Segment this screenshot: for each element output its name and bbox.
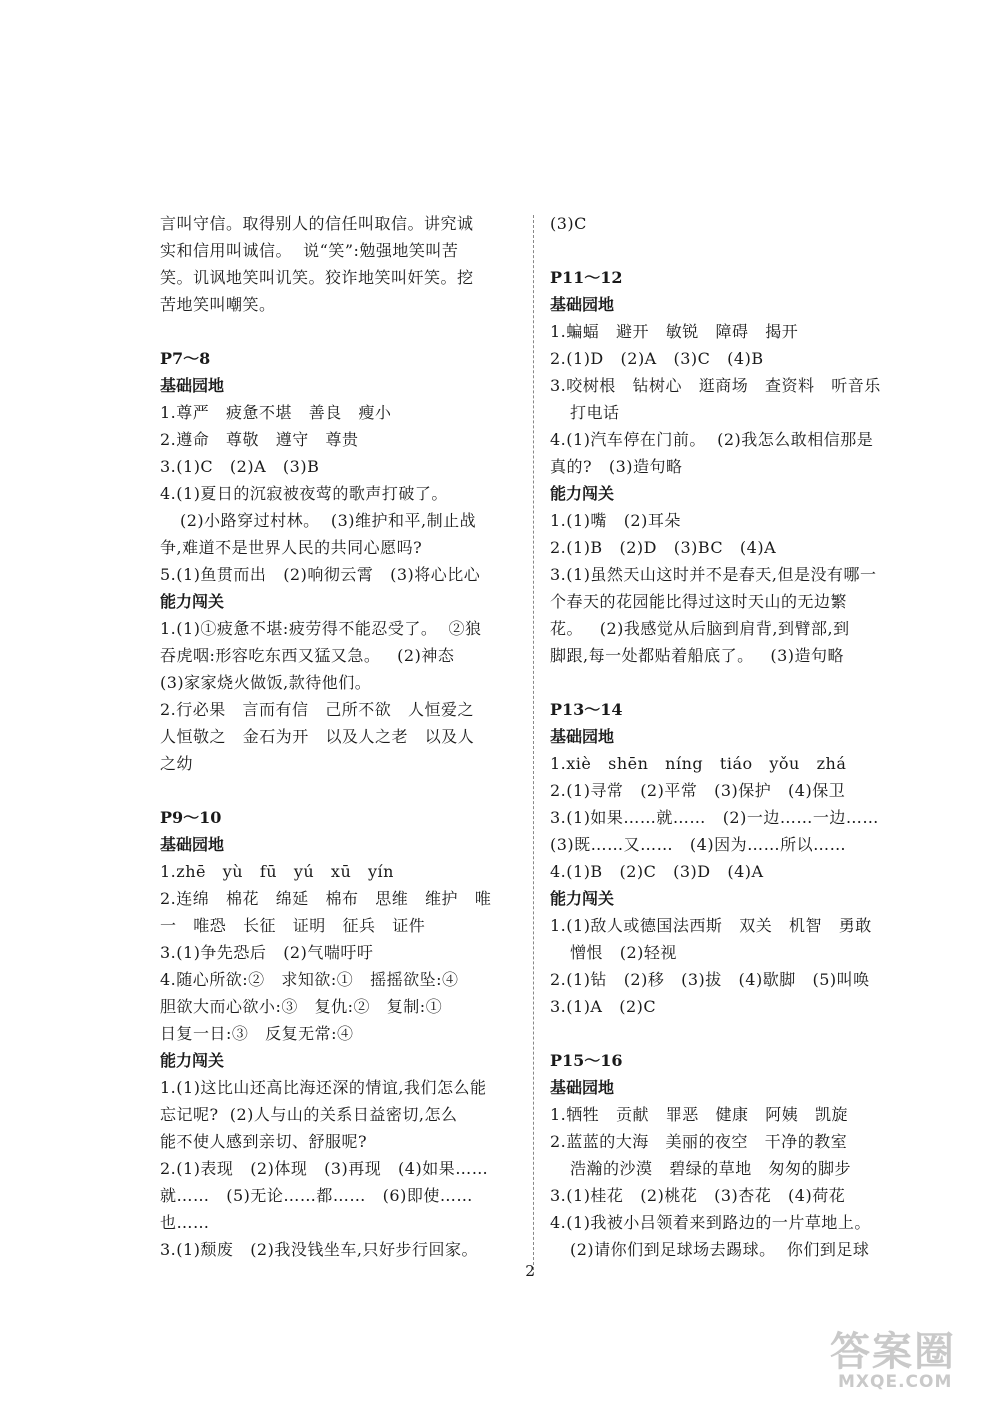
answer-line: 就…… (5)无论……都…… (6)即使……: [160, 1186, 473, 1205]
answer-line: 憎恨 (2)轻视: [570, 943, 677, 962]
answer-line: 4.(1)夏日的沉寂被夜莺的歌声打破了。: [160, 484, 448, 503]
answer-line: 3.(1)虽然天山这时并不是春天,但是没有哪一: [550, 565, 877, 584]
answer-line: 实和信用叫诚信。 说“笑”:勉强地笑叫苦: [160, 241, 459, 260]
answer-line: 2.遵命 尊敬 遵守 尊贵: [160, 430, 359, 449]
answer-line: 笑。讥讽地笑叫讥笑。狡诈地笑叫奸笑。挖: [160, 268, 474, 287]
watermark-logo: [830, 1320, 980, 1400]
page-number: 2: [525, 1262, 535, 1280]
answer-line: 5.(1)鱼贯而出 (2)响彻云霄 (3)将心比心: [160, 565, 481, 584]
answer-line: 浩瀚的沙漠 碧绿的草地 匆匆的脚步: [570, 1159, 852, 1178]
answer-line: 之幼: [160, 754, 194, 773]
section-heading: P13～14: [550, 700, 623, 719]
answer-line: 3.(1)桂花 (2)桃花 (3)杏花 (4)荷花: [550, 1186, 846, 1205]
answer-line: 胆欲大而心欲小:③ 复仇:② 复制:①: [160, 997, 443, 1016]
answer-line: 能不使人感到亲切、舒服呢?: [160, 1132, 368, 1151]
answer-line: 3.咬树根 钻树心 逛商场 查资料 听音乐: [550, 376, 881, 395]
subsection-heading: 基础园地: [160, 835, 225, 854]
answer-line: 3.(1)争先恐后 (2)气喘吁吁: [160, 943, 374, 962]
section-heading: P15～16: [550, 1051, 623, 1070]
subsection-heading: 能力闯关: [550, 889, 615, 908]
section-heading: P9～10: [160, 808, 222, 827]
answer-line: 1.牺牲 贡献 罪恶 健康 阿姨 凯旋: [550, 1105, 849, 1124]
answer-line: 1.zhē yù fū yú xū yín: [160, 862, 394, 881]
answer-line: 真的? (3)造句略: [550, 457, 683, 476]
answer-line: 1.xiè shēn níng tiáo yǒu zhá: [550, 754, 847, 773]
answer-line: 2.(1)寻常 (2)平常 (3)保护 (4)保卫: [550, 781, 846, 800]
answer-line: 4.(1)B (2)C (3)D (4)A: [550, 862, 764, 881]
subsection-heading: 基础园地: [160, 376, 225, 395]
answer-line: 言叫守信。取得别人的信任叫取信。讲究诚: [160, 214, 474, 233]
answer-line: 个春天的花园能比得过这时天山的无边繁: [550, 592, 848, 611]
subsection-heading: 能力闯关: [550, 484, 615, 503]
column-divider: [533, 215, 534, 1275]
answer-line: 1.(1)①疲惫不堪:疲劳得不能忍受了。 ②狼: [160, 619, 482, 638]
watermark-url: MXQE.COM: [838, 1372, 953, 1392]
answer-line: 也……: [160, 1213, 210, 1232]
spacer: [160, 318, 520, 345]
answer-line: (3)既……又…… (4)因为……所以……: [550, 835, 847, 854]
section-heading: P11～12: [550, 268, 623, 287]
spacer: [550, 669, 910, 696]
answer-line: (2)小路穿过村林。 (3)维护和平,制止战: [180, 511, 477, 530]
answer-line: 4.随心所欲:② 求知欲:① 摇摇欲坠:④: [160, 970, 459, 989]
answer-line: 3.(1)C (2)A (3)B: [160, 457, 320, 476]
answer-line: 日复一日:③ 反复无常:④: [160, 1024, 354, 1043]
answer-line: 人恒敬之 金石为开 以及人之老 以及人: [160, 727, 475, 746]
answer-line: 争,难道不是世界人民的共同心愿吗?: [160, 538, 423, 557]
answer-line: 打电话: [570, 403, 620, 422]
spacer: [160, 777, 520, 804]
answer-line: 花。 (2)我感觉从后脑到肩背,到臂部,到: [550, 619, 850, 638]
watermark-logo-text: 答案圈: [830, 1329, 956, 1375]
answer-line: 1.蝙蝠 避开 敏锐 障碍 揭开: [550, 322, 799, 341]
answer-line: 3.(1)A (2)C: [550, 997, 657, 1016]
answer-line: 忘记呢? (2)人与山的关系日益密切,怎么: [160, 1105, 458, 1124]
answer-line: 脚跟,每一处都贴着船底了。 (3)造句略: [550, 646, 845, 665]
subsection-heading: 基础园地: [550, 1078, 615, 1097]
answer-line: 1.(1)嘴 (2)耳朵: [550, 511, 681, 530]
spacer: [550, 1020, 910, 1047]
subsection-heading: 能力闯关: [160, 1051, 225, 1070]
answer-line: 2.行必果 言而有信 己所不欲 人恒爱之: [160, 700, 475, 719]
answer-line: (3)C: [550, 214, 587, 233]
answer-line: 2.连绵 棉花 绵延 棉布 思维 维护 唯: [160, 889, 492, 908]
answer-line: 2.(1)钻 (2)移 (3)拔 (4)歇脚 (5)叫唤: [550, 970, 870, 989]
answer-line: 4.(1)我被小吕领着来到路边的一片草地上。: [550, 1213, 871, 1232]
answer-line: 3.(1)颓废 (2)我没钱坐车,只好步行回家。: [160, 1240, 478, 1259]
answer-line: 1.(1)敌人或德国法西斯 双关 机智 勇敢: [550, 916, 872, 935]
subsection-heading: 基础园地: [550, 727, 615, 746]
answer-line: 3.(1)如果……就…… (2)一边……一边……: [550, 808, 879, 827]
answer-line: (2)请你们到足球场去踢球。 你们到足球: [570, 1240, 870, 1259]
answer-line: 2.(1)B (2)D (3)BC (4)A: [550, 538, 777, 557]
answer-line: 2.蓝蓝的大海 美丽的夜空 干净的教室: [550, 1132, 848, 1151]
answer-line: 1.尊严 疲惫不堪 善良 瘦小: [160, 403, 392, 422]
answer-line: 1.(1)这比山还高比海还深的情谊,我们怎么能: [160, 1078, 487, 1097]
answer-line: 苦地笑叫嘲笑。: [160, 295, 276, 314]
section-heading: P7～8: [160, 349, 211, 368]
answer-line: 一 唯恐 长征 证明 征兵 证件: [160, 916, 426, 935]
answer-line: 4.(1)汽车停在门前。 (2)我怎么敢相信那是: [550, 430, 874, 449]
left-column: [160, 210, 520, 1263]
answer-line: 2.(1)表现 (2)体现 (3)再现 (4)如果……: [160, 1159, 489, 1178]
spacer: [550, 237, 910, 264]
right-column: [550, 210, 910, 1263]
subsection-heading: 能力闯关: [160, 592, 225, 611]
answer-line: (3)家家烧火做饭,款待他们。: [160, 673, 372, 692]
answer-line: 2.(1)D (2)A (3)C (4)B: [550, 349, 764, 368]
answer-line: 吞虎咽:形容吃东西又猛又急。 (2)神态: [160, 646, 455, 665]
subsection-heading: 基础园地: [550, 295, 615, 314]
